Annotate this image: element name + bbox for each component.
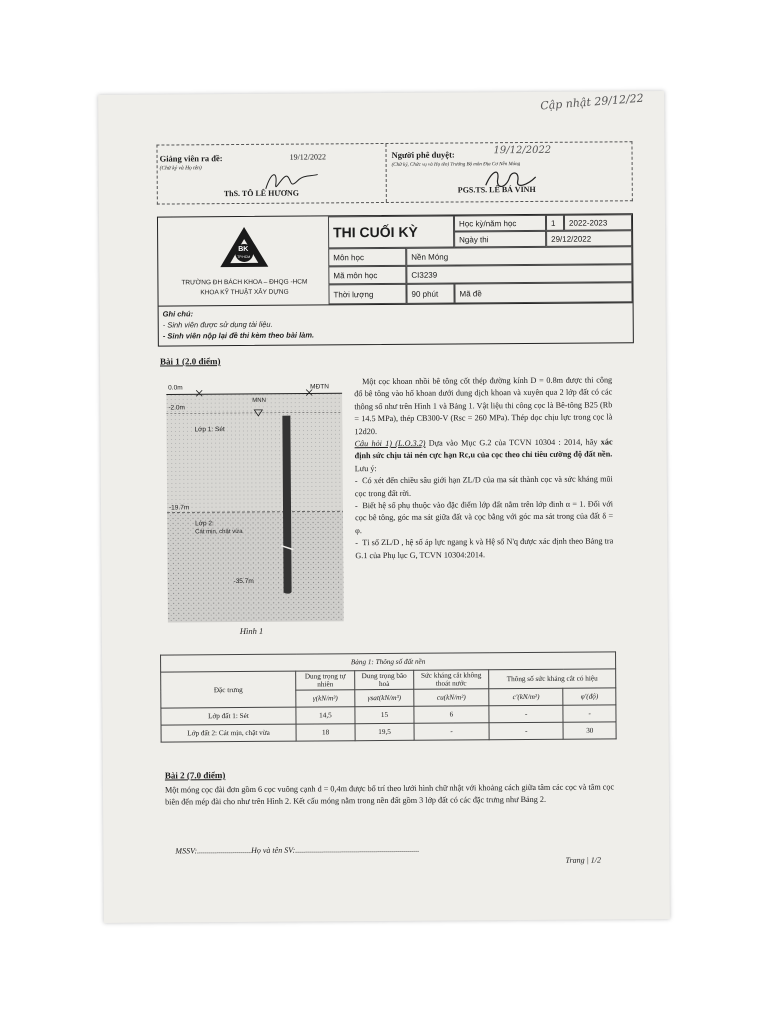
table-cell: Lớp đất 2: Cát mịn, chặt vừa bbox=[161, 724, 296, 742]
note-2: - Sinh viên nộp lại đề thi kèm theo bài làm. bbox=[162, 330, 315, 341]
approver-label: Người phê duyệt: bbox=[391, 149, 455, 160]
subject-label: Môn học bbox=[333, 252, 364, 262]
subject-value: Nền Móng bbox=[411, 252, 449, 262]
table-cell: Lớp đất 1: Sét bbox=[161, 707, 296, 725]
bai1-note3: - Tỉ số ZL/D , hệ số áp lực ngang k và Hệ số N'q được xác định theo Bảng tra G.1 của Phụ lục G, TCVN 10304:2014. bbox=[355, 536, 614, 560]
exam-code-label: Mã đề bbox=[459, 288, 482, 298]
layer2-label-b: Cát mịn, chặt vừa bbox=[195, 528, 243, 536]
code-value: CI3239 bbox=[411, 270, 438, 280]
figure-1 bbox=[166, 385, 344, 640]
teacher-name: ThS. TÔ LÊ HƯƠNG bbox=[223, 188, 299, 199]
date-label-cell bbox=[454, 231, 546, 248]
logo-sub: TP.HCM bbox=[237, 254, 251, 260]
bai1-text bbox=[354, 374, 613, 562]
col-eff: Thông số sức kháng cắt có hiệu bbox=[489, 669, 616, 689]
approver-date: 19/12/2022 bbox=[493, 144, 552, 157]
subject-label-cell bbox=[328, 248, 406, 267]
table-cell: 30 bbox=[563, 722, 616, 739]
bai1-title: Bài 1 (2.0 điểm) bbox=[159, 356, 221, 367]
note-title: Lưu ý: bbox=[354, 463, 377, 474]
duration-label-cell bbox=[328, 284, 406, 305]
pile-diagram bbox=[166, 385, 344, 640]
handwritten-note: Cập nhật 29/12/22 bbox=[539, 91, 645, 113]
mnn-label: MNN bbox=[252, 397, 266, 404]
note-1: - Sinh viên được sử dụng tài liệu. bbox=[162, 319, 273, 330]
col-cu: Sức kháng cắt không thoát nước bbox=[414, 670, 489, 690]
semester-no: 1 bbox=[550, 218, 556, 228]
approver-sub: (Chữ ký, Chức vụ và Họ tên) Trưởng Bộ môn Địa Cơ Nền Móng bbox=[391, 162, 521, 168]
bai1-note2: - Biết hệ số phụ thuộc vào đặc điểm lớp đất nằm trên lớp đinh α = 1. Đối với cọc bê tông, góc ma sát giữa đất và cọc bằng với góc ma sát trong của đất δ = φ. bbox=[354, 499, 614, 536]
table-cell: - bbox=[563, 705, 616, 722]
teacher-label: Giảng viên ra đề: bbox=[159, 153, 223, 164]
bai1-note1-text: Có xét đến chiều sâu giới hạn ZL/D của ma sát thành cọc và sức kháng mũi cọc trong đất rời. bbox=[354, 474, 613, 498]
exam-code-cell bbox=[454, 282, 632, 303]
question-label: Câu hỏi 1) (L.O.3.2) bbox=[354, 438, 426, 449]
bai1-question bbox=[355, 436, 613, 463]
page-number: Trang | 1/2 bbox=[565, 855, 602, 865]
level-2: -2.0m bbox=[168, 404, 185, 412]
unit-cu: cu(kN/m²) bbox=[414, 689, 489, 707]
signature-box bbox=[156, 141, 632, 204]
exam-title: THI CUỐI KỲ bbox=[333, 223, 418, 241]
table-cell: 19,5 bbox=[355, 723, 414, 740]
col-feature: Đặc trưng bbox=[161, 671, 296, 708]
duration-label: Thời lượng bbox=[333, 289, 374, 299]
unit-gamma: γ(kN/m³) bbox=[296, 690, 355, 707]
layer2-label-a: Lớp 2: bbox=[195, 520, 214, 528]
unit-phi: φ'(độ) bbox=[563, 688, 616, 705]
code-value-cell bbox=[406, 264, 632, 284]
unit-gamma-sat: γsat(kN/m³) bbox=[355, 689, 414, 706]
bai2-text: Một móng cọc đài đơn gồm 6 cọc vuông cạnh d = 0,4m được bố trí theo lưới hình chữ nhật với khoảng cách giữa tâm các cọc và tâm cọc biên đến mép đài cho như trên Hình 2. Kết cấu móng nằm trong nền đất gồm 3 lớp đất có các đặc trưng như Bảng 2. bbox=[164, 782, 615, 807]
semester-year-cell bbox=[564, 214, 632, 230]
date-label: Ngày thi bbox=[459, 234, 489, 244]
question-bold: xác định sức chịu tải nén cực hạn Rc,u của cọc theo chỉ tiêu cường độ đất nền. bbox=[354, 437, 613, 461]
col-gamma-sat: Dung trọng bão hoà bbox=[355, 670, 414, 689]
approver-name: PGS.TS. LÊ BÁ VINH bbox=[457, 184, 536, 195]
col-gamma: Dung trọng tự nhiên bbox=[296, 671, 355, 690]
table-cell: - bbox=[489, 722, 564, 740]
table-cell: - bbox=[489, 705, 564, 723]
student-info-line: MSSV:...........................Họ và tên SV:.............................................................. bbox=[175, 844, 420, 856]
notes-title: Ghi chú: bbox=[162, 309, 194, 319]
table-cell: 6 bbox=[414, 706, 489, 724]
mgtn-label: MĐTN bbox=[310, 383, 329, 391]
semester-label: Học kỳ/năm học bbox=[458, 218, 517, 228]
soil-table bbox=[160, 651, 617, 742]
level-357: -35.7m bbox=[233, 577, 254, 586]
code-label-cell bbox=[328, 266, 406, 285]
duration-value: 90 phút bbox=[411, 289, 439, 299]
level-0: 0.0m bbox=[168, 384, 183, 392]
table-row bbox=[161, 722, 616, 742]
table-cell: 14,5 bbox=[296, 707, 355, 724]
bai2-title: Bài 2 (7.0 điểm) bbox=[164, 770, 226, 781]
teacher-sub: (Chữ ký và Họ tên) bbox=[159, 165, 202, 172]
exam-title-cell bbox=[328, 216, 454, 249]
duration-value-cell bbox=[406, 284, 454, 304]
semester-no-cell bbox=[546, 215, 564, 231]
exam-header bbox=[157, 213, 634, 346]
date-value-cell bbox=[546, 230, 632, 247]
level-197: -19.7m bbox=[168, 504, 190, 512]
semester-year: 2022-2023 bbox=[568, 217, 608, 228]
figure-caption: Hình 1 bbox=[239, 625, 264, 637]
logo-text: BK bbox=[238, 245, 249, 254]
table-caption: Bảng 1: Thông số đất nền bbox=[161, 652, 616, 672]
school-name: TRƯỜNG ĐH BÁCH KHOA – ĐHQG -HCM bbox=[181, 278, 308, 287]
date-value: 29/12/2022 bbox=[551, 234, 592, 244]
subject-value-cell bbox=[406, 246, 632, 266]
table-cell: 18 bbox=[296, 724, 355, 741]
layer1-label: Lớp 1: Sét bbox=[194, 426, 225, 434]
bai1-note3-text: Tỉ số ZL/D , hệ số áp lực ngang k và Hệ số N'q được xác định theo Bảng tra G.1 của Phụ lục G, TCVN 10304:2014. bbox=[355, 536, 614, 560]
code-label: Mã môn học bbox=[333, 270, 378, 280]
semester-label-cell bbox=[454, 215, 546, 232]
exam-paper bbox=[98, 91, 670, 923]
table-cell: - bbox=[414, 723, 489, 741]
table-cell: 15 bbox=[355, 706, 414, 723]
bai1-para1: Một cọc khoan nhồi bê tông cốt thép đường kính D = 0.8m được thi công đổ bê tông vào hố khoan dưới dung dịch khoan và xuyên qua 2 lớp đất có các thông số như trên Hình 1 và Bảng 1. Vật liệu thi công cọc là Bê-tông B25 (Rb = 14.5 MPa), thép CB300-V (Rsc = 260 MPa). Thép dọc chịu lực trong cọc là 12d20. bbox=[354, 375, 613, 436]
question-text: Dựa vào Mục G.2 của TCVN 10304 : 2014, hãy bbox=[428, 437, 598, 448]
teacher-date: 19/12/2022 bbox=[289, 152, 327, 162]
bai1-note2-text: Biết hệ số phụ thuộc vào đặc điểm lớp đất nằm trên lớp đinh α = 1. Đối với cọc bê tông, góc ma sát giữa đất và cọc bằng với góc ma sát trong của đất δ = φ. bbox=[355, 499, 614, 536]
bai1-note1: - Có xét đến chiều sâu giới hạn ZL/D của ma sát thành cọc và sức kháng mũi cọc trong đất rời. bbox=[354, 474, 613, 498]
unit-c: c'(kN/m²) bbox=[489, 688, 564, 706]
faculty-name: KHOA KỸ THUẬT XÂY DỰNG bbox=[200, 288, 289, 297]
